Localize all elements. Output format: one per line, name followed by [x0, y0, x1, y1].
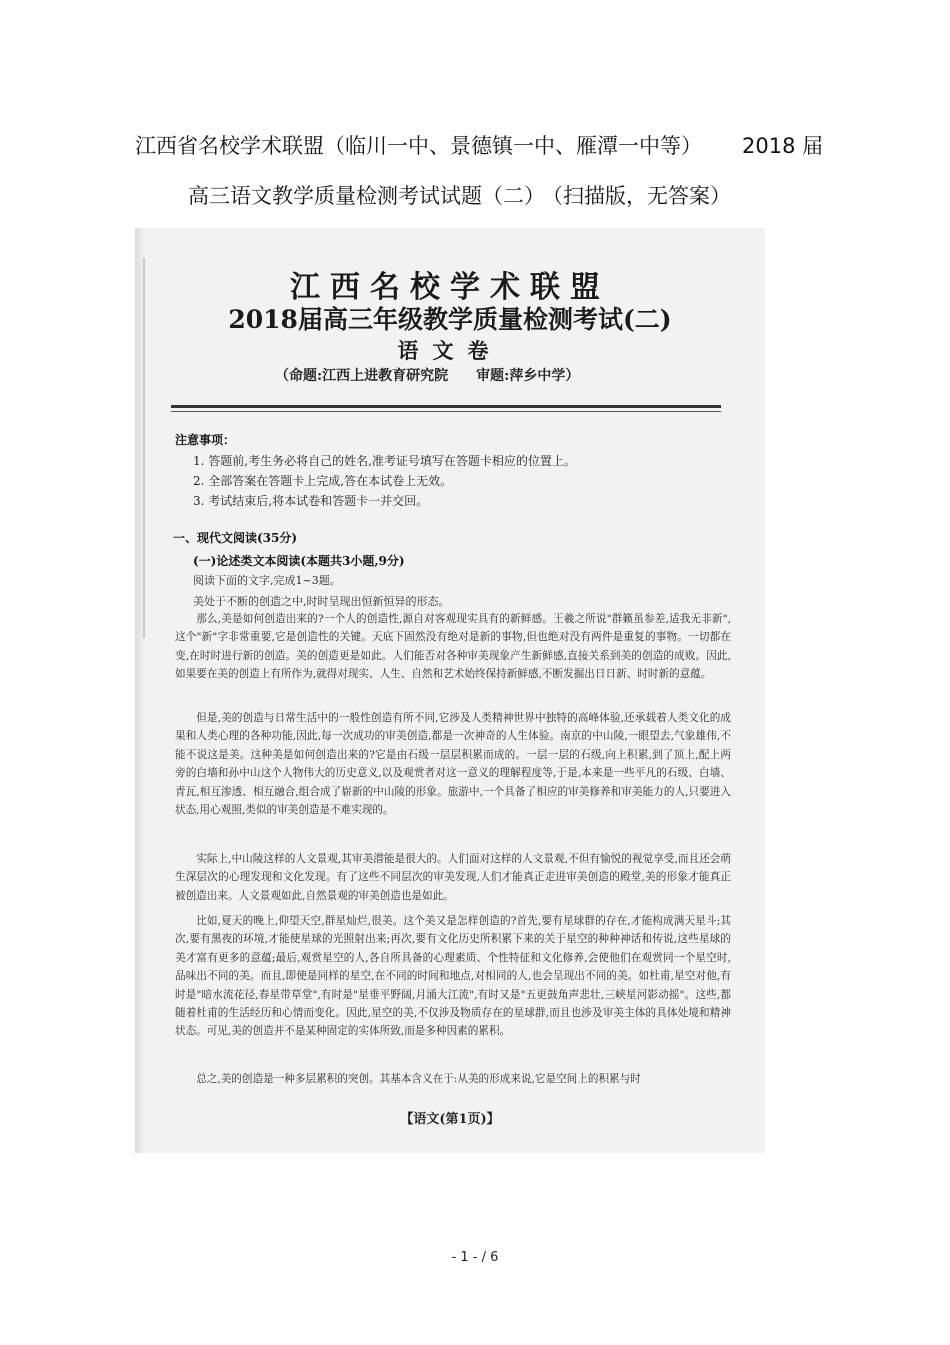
exam-heading-authors [275, 365, 579, 385]
document-title-main: 江西省名校学术联盟（临川一中、景德镇一中、雁潭一中等） [135, 134, 702, 158]
reading-instruction: 阅读下面的文字,完成1~3题。 [193, 574, 341, 587]
page-number: - 1 - / 6 [451, 1250, 499, 1265]
notice-item: 2. 全部答案在答题卡上完成,答在本试卷上无效。 [193, 474, 453, 488]
passage-paragraph: 总之,美的创造是一种多层累积的突创。其基本含义在于:从美的形成来说,它是空间上的积累与时 [196, 1073, 641, 1085]
heading-divider-thin [171, 411, 721, 412]
document-subtitle-note: （扫描版，无答案） [542, 184, 731, 208]
passage-paragraph: 实际上,中山陵这样的人文景观,其审美潜能是很大的。人们面对这样的人文景观,不但有愉悦的视觉享受,而且还会萌生深层次的心理发现和文化发现。有了这些不同层次的审美发现,人们才能真正走进审美创造的殿堂,美的形象才能真正被创造出来。人文景观如此,自然景观的审美创造也是如此。 [175, 853, 731, 902]
passage-paragraph: 那么,美是如何创造出来的?一个人的创造性,源自对客观现实具有的新鲜感。王羲之所说"群籁虽参差,适我无非新",这个"新"字非常重要,它是创造性的关键。天底下固然没有绝对是新的事物,但也绝对没有两件是重复的事物。一切都在变,在时时进行新的创造。美的创造更是如此。人们能否对各种审美现象产生新鲜感,直接关系到美的创造的成败。因此,如果要在美的创造上有所作为,就得对现实、人生、自然和艺术始终保持新鲜感,不断发掘出日日新、时时新的意蕴。 [175, 613, 731, 681]
scanned-exam-page [135, 228, 765, 1153]
notice-item: 1. 答题前,考生务必将自己的姓名,准考证号填写在答题卡相应的位置上。 [193, 454, 576, 468]
passage-paragraph: 但是,美的创造与日常生活中的一般性创造有所不同,它涉及人类精神世界中独特的高峰体验,还承载着人类文化的成果和人类心理的各种功能,因此,每一次成功的审美创造,都是一次神奇的人生体验。南京的中山陵,一眼望去,气象雄伟,不能不说这是美。这种美是如何创造出来的?它是由石级一层层积累而成的。一层一层的石级,向上积累,到了顶上,配上两旁的白墙和孙中山这个人物伟大的历史意义,以及观赏者对这一意义的理解程度等,于是,本来是一些平凡的石级、白墙、青瓦,相互渗透、相互融合,组合成了崭新的中山陵的形象。旅游中,一个具备了相应的审美修养和审美能力的人,只要进入状态,用心观照,类似的审美创造是不难实现的。 [175, 712, 731, 817]
subsection-heading: (一)论述类文本阅读(本题共3小题,9分) [193, 554, 405, 568]
exam-heading-title: 2018届高三年级教学质量检测考试(二) [228, 305, 672, 334]
passage-first-line: 美处于不断的创造之中,时时呈现出恒新恒异的形态。 [193, 595, 450, 608]
notice-title: 注意事项： [175, 433, 236, 447]
passage-paragraph: 比如,夏天的晚上,仰望天空,群星灿烂,很美。这个美又是怎样创造的?首先,要有星球群的存在,才能构成满天星斗;其次,要有黑夜的环境,才能使星球的光照射出来;再次,要有文化历史所积累下来的关于星空的种种神话和传说,这些星球的美才富有更多的意蕴;最后,观赏星空的人,各自所具备的心理素质、个性特征和文化修养,会使他们在观赏同一个星空时,品味出不同的美。而且,即使是同样的星空,在不同的时间和地点,对相同的人,也会呈现出不同的美。如杜甫,星空对他,有时是"暗水流花径,春星带草堂",有时是"星垂平野阔,月涌大江流",有时又是"五更鼓角声悲壮,三峡星河影动摇"。这些,都随着杜甫的生活经历和心情而变化。因此,星空的美,不仅涉及物质存在的星球群,而且也涉及审美主体的具体处境和精神状态。可见,美的创造并不是某种固定的实体所致,而是多种因素的累积。 [175, 915, 731, 1038]
exam-heading-subject: 语文卷 [397, 338, 503, 363]
document-title-year: 2018 届 [742, 134, 824, 158]
exam-author-reviewer: 审题:萍乡中学） [476, 368, 580, 384]
exam-heading-league: 江西名校学术联盟 [290, 270, 610, 305]
exam-author-setter: （命题:江西上进教育研究院 [275, 368, 449, 384]
scan-page-footer: 【语文(第1页)】 [400, 1112, 500, 1127]
heading-divider [171, 405, 721, 408]
section-heading: 一、现代文阅读(35分) [173, 531, 298, 545]
notice-item: 3. 考试结束后,将本试卷和答题卡一并交回。 [193, 494, 429, 508]
document-subtitle: 高三语文教学质量检测考试试题（二） [188, 184, 545, 208]
